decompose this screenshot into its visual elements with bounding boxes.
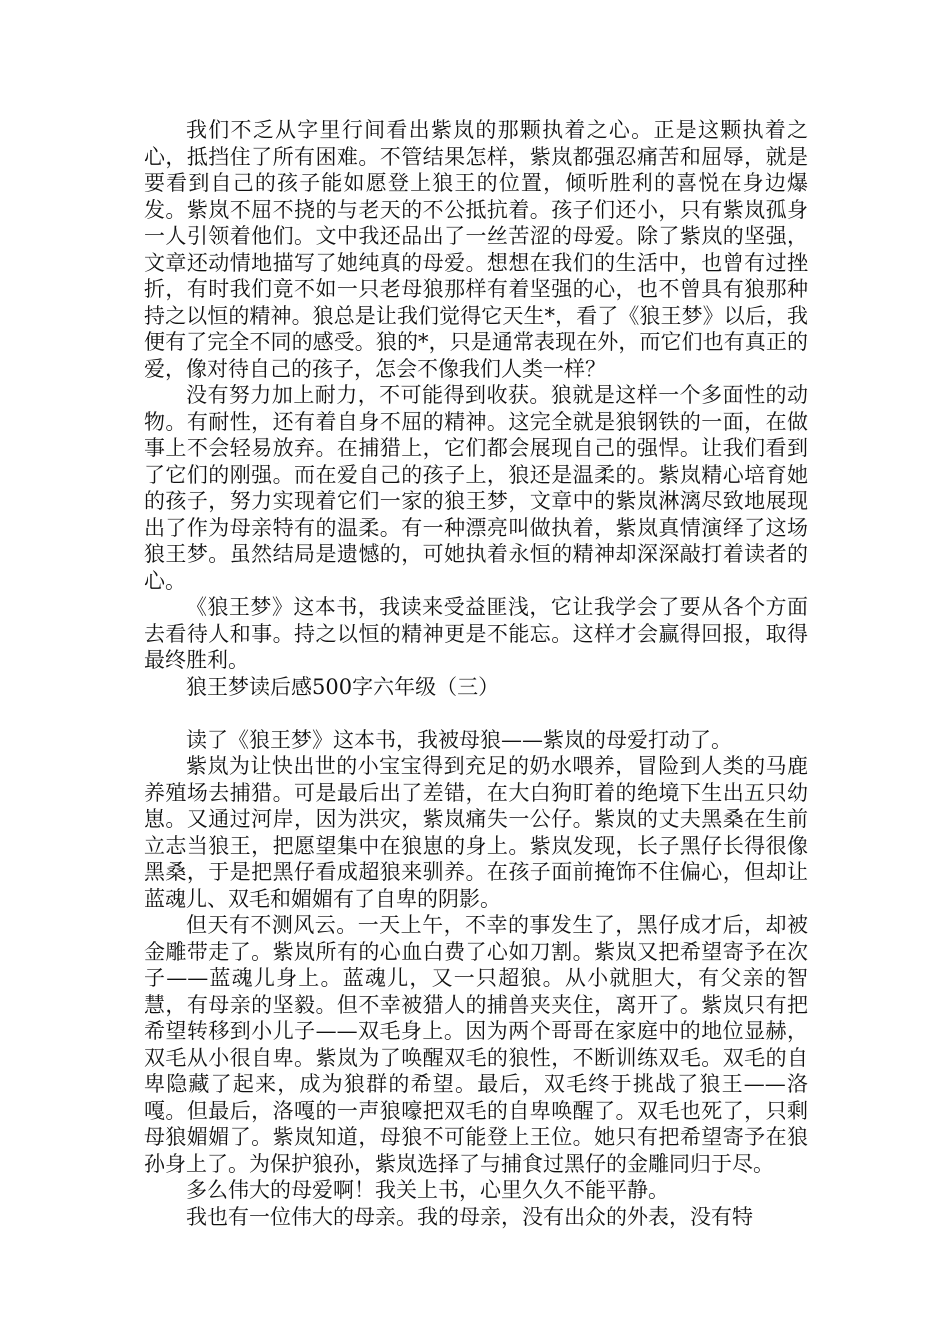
- section-title: 狼王梦读后感500字六年级（三）: [186, 674, 500, 699]
- body-paragraph: 多么伟大的母爱啊！我关上书，心里久久不能平静。: [186, 1178, 669, 1202]
- body-paragraph: 读了《狼王梦》这本书，我被母狼——紫岚的母爱打动了。: [186, 727, 732, 752]
- blank-line: [144, 700, 808, 727]
- body-paragraph: 我们不乏从字里行间看出紫岚的那颗执着之心。正是这颗执着之心，抵挡住了所有困难。不管结果怎样，紫岚都强忍痛苦和屈辱，就是要看到自己的孩子能如愿登上狼王的位置，倾听胜利的喜悦在身边爆发。紫岚不屈不挠的与老天的不公抵抗着。孩子们还小，只有紫岚孤身一人引领着他们。文中我还品出了一丝苦涩的母爱。除了紫岚的坚强，文章还动情地描写了她纯真的母爱。想想在我们的生活中，也曾有过挫折，有时我们竟不如一只老母狼那样有着坚强的心，也不曾具有狼那种持之以恒的精神。狼总是让我们觉得它天生*，看了《狼王梦》以后，我便有了完全不同的感受。狼的*，只是通常表现在外，而它们也有真正的爱，像对待自己的孩子，怎会不像我们人类一样？: [144, 118, 808, 381]
- body-paragraph: 《狼王梦》这本书，我读来受益匪浅，它让我学会了要从各个方面去看待人和事。持之以恒的精神更是不能忘。这样才会赢得回报，取得最终胜利。: [144, 595, 808, 672]
- body-paragraph: 我也有一位伟大的母亲。我的母亲，没有出众的外表，没有特: [186, 1204, 753, 1229]
- body-paragraph: 紫岚为让快出世的小宝宝得到充足的奶水喂养，冒险到人类的马鹿养殖场去捕猎。可是最后出了差错，在大白狗盯着的绝境下生出五只幼崽。又通过河岸，因为洪灾，紫岚痛失一公仔。紫岚的丈夫黑桑在生前立志当狼王，把愿望集中在狼崽的身上。紫岚发现，长子黑仔长得很像黑桑，于是把黑仔看成超狼来驯养。在孩子面前掩饰不住偏心，但却让蓝魂儿、双毛和媚媚有了自卑的阴影。: [144, 754, 808, 911]
- body-paragraph: 没有努力加上耐力，不可能得到收获。狼就是这样一个多面性的动物。有耐性，还有着自身不屈的精神。这完全就是狼钢铁的一面，在做事上不会轻易放弃。在捕猎上，它们都会展现自己的强悍。让我们看到了它们的刚强。而在爱自己的孩子上，狼还是温柔的。紫岚精心培育她的孩子，努力实现着它们一家的狼王梦，文章中的紫岚淋漓尽致地展现出了作为母亲特有的温柔。有一种漂亮叫做执着，紫岚真情演绎了这场狼王梦。虽然结局是遗憾的，可她执着永恒的精神却深深敲打着读者的心。: [144, 383, 808, 593]
- document-page: [144, 117, 808, 1230]
- body-paragraph: 但天有不测风云。一天上午，不幸的事发生了，黑仔成才后，却被金雕带走了。紫岚所有的心血白费了心如刀割。紫岚又把希望寄予在次子——蓝魂儿身上。蓝魂儿，又一只超狼。从小就胆大，有父亲的智慧，有母亲的坚毅。但不幸被猎人的捕兽夹夹住，离开了。紫岚只有把希望转移到小儿子——双毛身上。因为两个哥哥在家庭中的地位显赫，双毛从小很自卑。紫岚为了唤醒双毛的狼性，不断训练双毛。双毛的自卑隐藏了起来，成为狼群的希望。最后，双毛终于挑战了狼王——洛嘎。但最后，洛嘎的一声狼嚎把双毛的自卑唤醒了。双毛也死了，只剩母狼媚媚了。紫岚知道，母狼不可能登上王位。她只有把希望寄予在狼孙身上了。为保护狼孙，紫岚选择了与捕食过黑仔的金雕同归于尽。: [144, 913, 808, 1176]
